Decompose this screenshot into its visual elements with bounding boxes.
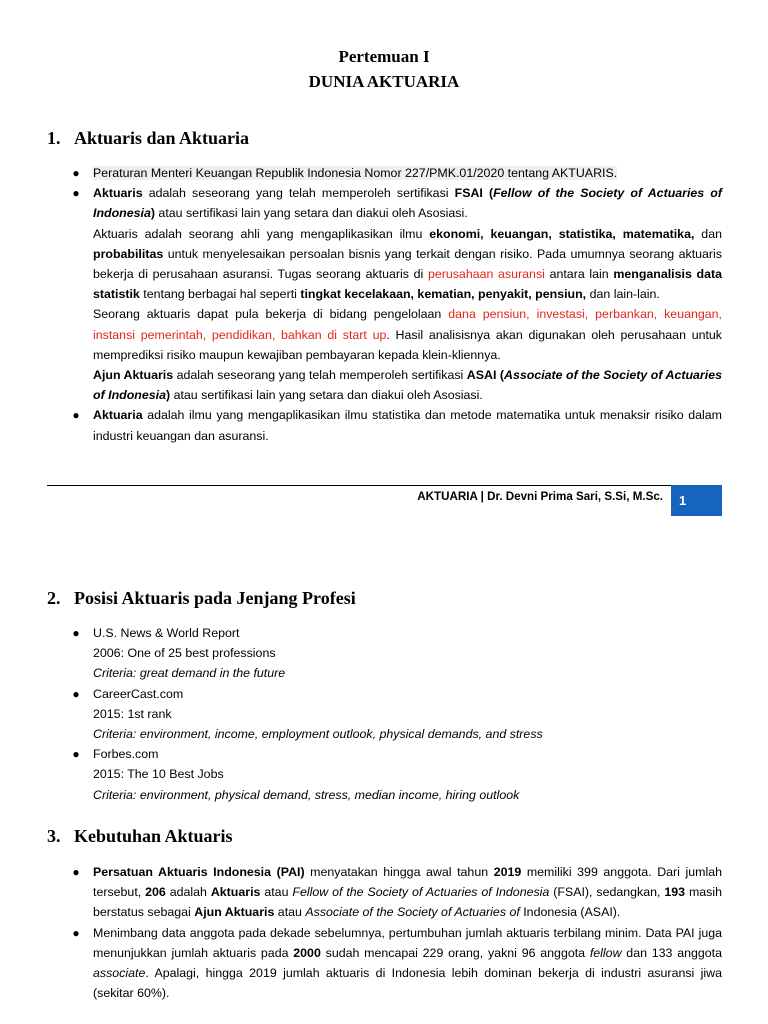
ranking-criteria: Criteria: great demand in the future [93,666,286,681]
bullet-icon: ● [72,686,80,701]
section-2-list [71,623,722,805]
ranking-source: U.S. News & World Report [93,626,240,640]
list-item [71,923,722,1004]
section-1-title: Aktuaris dan Aktuaria [74,128,250,148]
ranking-result: 2006: One of 25 best professions [93,646,276,661]
ranking-result: 2015: 1st rank [93,706,172,721]
list-item [71,744,722,805]
list-item [71,183,722,405]
bullet-icon: ● [72,925,80,940]
aktuaris-role-paragraph: Aktuaris adalah seorang ahli yang mengaplikasikan ilmu ekonomi, keuangan, statistika, matematika, dan probabilitas untuk menyelesaikan persoalan bisnis yang terkait dengan risiko. Pada umumnya seorang aktuaris bekerja di perusahaan asuransi. Tugas seorang aktuaris di perusahaan asuransi antara lain menganalisis data statistik tentang berbagai hal seperti tingkat kecelakaan, kematian, penyakit, pensiun, dan lain-lain. [93,226,722,302]
growth-paragraph: Menimbang data anggota pada dekade sebelumnya, pertumbuhan jumlah aktuaris terbilang minim. Data PAI juga menunjukkan jumlah aktuaris pada 2000 sudah mencapai 229 orang, yakni 96 anggota fellow dan 133 anggota associate. Apalagi, hingga 2019 jumlah aktuaris di Indonesia lebih dominan bekerja di industri asuransi jiwa (sekitar 60%). [93,925,722,1001]
bullet-icon: ● [72,626,80,640]
bullet-icon: ● [72,747,80,762]
bullet-icon: ● [72,865,80,879]
ajun-aktuaris-definition: Ajun Aktuaris adalah seseorang yang telah memperoleh sertifikasi ASAI (Associate of the Society of Actuaries of Indonesia) atau sertifikasi lain yang setara dan diakui oleh Asosiasi. [93,368,722,403]
section-1-list [71,163,722,446]
document-title: Pertemuan I [338,47,430,66]
ranking-source: Forbes.com [93,747,159,762]
regulation-text: Peraturan Menteri Keuangan Republik Indonesia Nomor 227/PMK.01/2020 tentang AKTUARIS. [93,166,618,180]
section-1-heading [47,128,249,149]
ranking-result: 2015: The 10 Best Jobs [93,767,224,782]
section-1-number: 1. [47,128,61,148]
list-item [71,405,722,445]
footer-text: AKTUARIA | Dr. Devni Prima Sari, S.Si, M.Sc. [417,490,663,503]
document-subtitle: DUNIA AKTUARIA [308,72,460,91]
list-item [71,623,722,684]
bullet-icon: ● [72,186,80,201]
list-item [71,163,722,183]
aktuaria-definition: Aktuaria adalah ilmu yang mengaplikasikan ilmu statistika dan metode matematika untuk menaksir risiko dalam industri keuangan dan asuransi. [93,408,722,443]
ranking-criteria: Criteria: environment, physical demand, stress, median income, hiring outlook [93,787,520,802]
footer-divider [47,485,722,486]
section-3-number: 3. [47,826,61,846]
bullet-icon: ● [72,408,80,423]
aktuaris-fields-paragraph: Seorang aktuaris dapat pula bekerja di bidang pengelolaan dana pensiun, investasi, perbankan, keuangan, instansi pemerintah, pendidikan, bahkan di start up. Hasil analisisnya akan digunakan oleh perusahaan untuk memprediksi risiko maupun kewajiban pembayaran kepada klein-kliennya. [93,307,722,362]
section-3-heading [47,826,233,847]
bullet-icon: ● [72,166,80,180]
page-number-badge: 1 [671,485,722,516]
list-item [71,684,722,745]
list-item [71,862,722,923]
ranking-criteria: Criteria: environment, income, employment outlook, physical demands, and stress [93,727,543,742]
aktuaris-definition: Aktuaris adalah seseorang yang telah memperoleh sertifikasi FSAI (Fellow of the Society of Actuaries of Indonesia) atau sertifikasi lain yang setara dan diakui oleh Asosiasi. [93,186,722,221]
section-2-title: Posisi Aktuaris pada Jenjang Profesi [74,588,356,608]
section-2-number: 2. [47,588,61,608]
ranking-source: CareerCast.com [93,686,184,701]
section-2-heading [47,588,356,609]
section-3-list [71,862,722,1003]
section-3-title: Kebutuhan Aktuaris [74,826,233,846]
pai-membership-paragraph: Persatuan Aktuaris Indonesia (PAI) menyatakan hingga awal tahun 2019 memiliki 399 anggota. Dari jumlah tersebut, 206 adalah Aktuaris atau Fellow of the Society of Actuaries of Indonesia (FSAI), sedangkan, 193 masih berstatus sebagai Ajun Aktuaris atau Associate of the Society of Actuaries of Indonesia (ASAI). [93,865,723,920]
